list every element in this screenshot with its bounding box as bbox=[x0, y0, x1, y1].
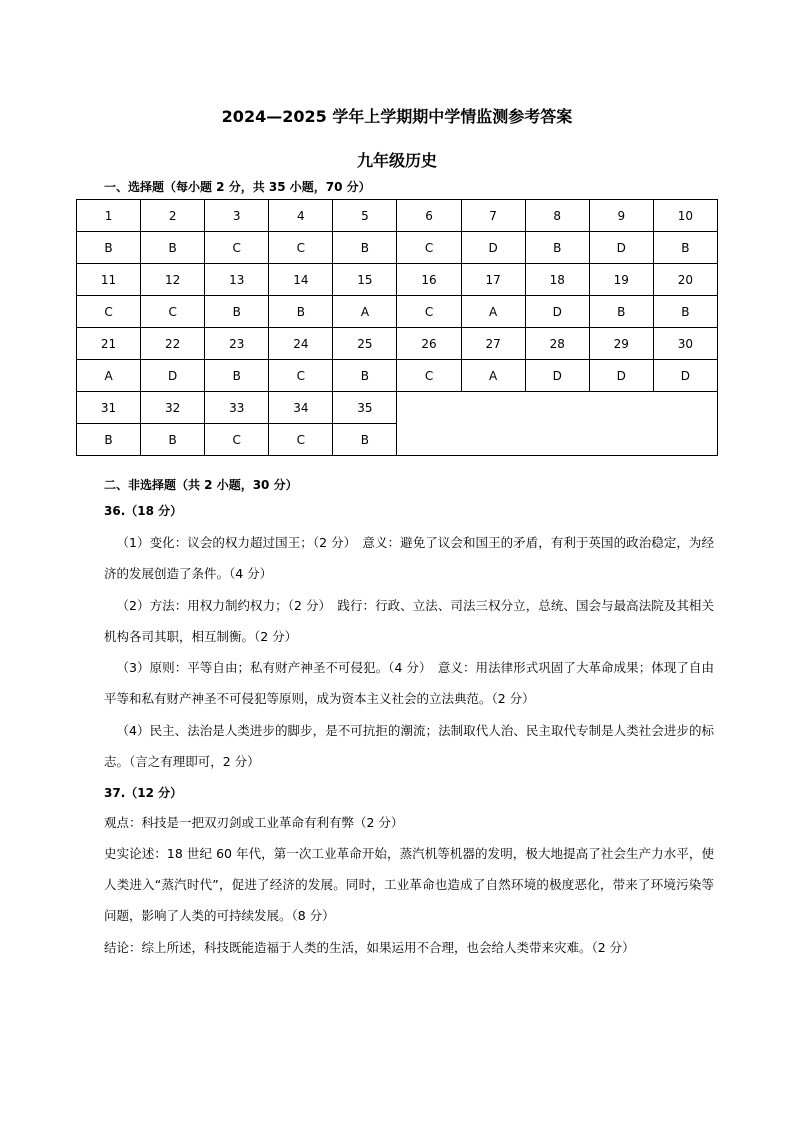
empty-cell bbox=[397, 392, 718, 456]
question-number-cell: 11 bbox=[77, 264, 141, 296]
page-subtitle: 九年级历史 bbox=[356, 151, 437, 170]
question-number-cell: 33 bbox=[205, 392, 269, 424]
table-row-answers bbox=[77, 296, 718, 328]
answer-cell: B bbox=[333, 360, 397, 392]
q37-viewpoint: 观点：科技是一把双刃剑或工业革命有利有弊（2 分） bbox=[104, 815, 404, 830]
question-number-cell: 13 bbox=[205, 264, 269, 296]
question-number-cell: 24 bbox=[269, 328, 333, 360]
answer-cell: D bbox=[589, 360, 653, 392]
answer-cell: D bbox=[525, 360, 589, 392]
table-row-question-numbers bbox=[77, 328, 718, 360]
table-row-question-numbers bbox=[77, 200, 718, 232]
question-number-cell: 3 bbox=[205, 200, 269, 232]
question-number-cell: 32 bbox=[141, 392, 205, 424]
q36-part2: （2）方法：用权力制约权力；（2 分） 践行：行政、立法、司法三权分立，总统、国会与最高法院及其相关机构各司其职，相互制衡。（2 分） bbox=[104, 598, 714, 644]
answer-cell: C bbox=[269, 360, 333, 392]
question-number-cell: 25 bbox=[333, 328, 397, 360]
question-number-cell: 15 bbox=[333, 264, 397, 296]
answer-cell: B bbox=[333, 232, 397, 264]
question-number-cell: 20 bbox=[653, 264, 717, 296]
q36-heading: 36.（18 分） bbox=[104, 504, 183, 518]
answer-cell: C bbox=[269, 232, 333, 264]
q37-argument: 史实论述：18 世纪 60 年代，第一次工业革命开始，蒸汽机等机器的发明，极大地提高了社会生产力水平，使人类进入“蒸汽时代”，促进了经济的发展。同时，工业革命也造成了自然环境的极度恶化，带来了环境污染等问题，影响了人类的可持续发展。（8 分） bbox=[104, 846, 714, 923]
question-number-cell: 10 bbox=[653, 200, 717, 232]
answer-cell: B bbox=[653, 232, 717, 264]
question-number-cell: 16 bbox=[397, 264, 461, 296]
answer-cell: B bbox=[653, 296, 717, 328]
answer-cell: C bbox=[141, 296, 205, 328]
question-number-cell: 6 bbox=[397, 200, 461, 232]
question-number-cell: 17 bbox=[461, 264, 525, 296]
question-number-cell: 30 bbox=[653, 328, 717, 360]
answer-cell: B bbox=[269, 296, 333, 328]
question-number-cell: 18 bbox=[525, 264, 589, 296]
answer-cell: C bbox=[205, 424, 269, 456]
question-number-cell: 4 bbox=[269, 200, 333, 232]
answer-cell: B bbox=[525, 232, 589, 264]
question-number-cell: 21 bbox=[77, 328, 141, 360]
answer-cell: B bbox=[77, 232, 141, 264]
page-title: 2024—2025 学年上学期期中学情监测参考答案 bbox=[221, 107, 573, 126]
question-number-cell: 31 bbox=[77, 392, 141, 424]
question-number-cell: 23 bbox=[205, 328, 269, 360]
answer-cell: C bbox=[77, 296, 141, 328]
answer-cell: C bbox=[397, 360, 461, 392]
table-row-question-numbers bbox=[77, 264, 718, 296]
table-row-question-numbers bbox=[77, 392, 718, 424]
section2-heading: 二、非选择题（共 2 小题，30 分） bbox=[104, 478, 298, 492]
answer-cell: B bbox=[77, 424, 141, 456]
answer-cell: C bbox=[397, 232, 461, 264]
answer-cell: A bbox=[77, 360, 141, 392]
question-number-cell: 29 bbox=[589, 328, 653, 360]
answer-cell: C bbox=[397, 296, 461, 328]
answer-cell: B bbox=[141, 232, 205, 264]
answer-cell: A bbox=[461, 296, 525, 328]
q37-conclusion: 结论：综上所述，科技既能造福于人类的生活，如果运用不合理，也会给人类带来灾难。（2 分） bbox=[104, 940, 635, 955]
question-number-cell: 27 bbox=[461, 328, 525, 360]
answer-cell: D bbox=[589, 232, 653, 264]
q36-part3: （3）原则：平等自由；私有财产神圣不可侵犯。（4 分） 意义：用法律形式巩固了大革命成果；体现了自由平等和私有财产神圣不可侵犯等原则，成为资本主义社会的立法典范。（2 分） bbox=[104, 660, 714, 706]
question-number-cell: 14 bbox=[269, 264, 333, 296]
answer-cell: B bbox=[333, 424, 397, 456]
question-number-cell: 22 bbox=[141, 328, 205, 360]
question-number-cell: 1 bbox=[77, 200, 141, 232]
q37-heading: 37.（12 分） bbox=[104, 786, 183, 800]
question-number-cell: 7 bbox=[461, 200, 525, 232]
answer-table bbox=[76, 199, 718, 456]
question-number-cell: 12 bbox=[141, 264, 205, 296]
table-row-answers bbox=[77, 232, 718, 264]
q36-part1: （1）变化：议会的权力超过国王；（2 分） 意义：避免了议会和国王的矛盾，有利于英国的政治稳定，为经济的发展创造了条件。（4 分） bbox=[104, 535, 714, 581]
q36-part4: （4）民主、法治是人类进步的脚步，是不可抗拒的潮流；法制取代人治、民主取代专制是人类社会进步的标志。（言之有理即可，2 分） bbox=[104, 723, 714, 769]
answer-cell: C bbox=[269, 424, 333, 456]
answer-cell: C bbox=[205, 232, 269, 264]
question-number-cell: 34 bbox=[269, 392, 333, 424]
answer-cell: D bbox=[141, 360, 205, 392]
section1-heading: 一、选择题（每小题 2 分，共 35 小题，70 分） bbox=[104, 180, 371, 194]
question-number-cell: 28 bbox=[525, 328, 589, 360]
answer-cell: A bbox=[333, 296, 397, 328]
answer-cell: A bbox=[461, 360, 525, 392]
question-number-cell: 9 bbox=[589, 200, 653, 232]
question-number-cell: 8 bbox=[525, 200, 589, 232]
answer-cell: D bbox=[653, 360, 717, 392]
table-row-answers bbox=[77, 360, 718, 392]
answer-cell: D bbox=[461, 232, 525, 264]
question-number-cell: 35 bbox=[333, 392, 397, 424]
question-number-cell: 5 bbox=[333, 200, 397, 232]
answer-cell: B bbox=[205, 360, 269, 392]
question-number-cell: 19 bbox=[589, 264, 653, 296]
question-number-cell: 2 bbox=[141, 200, 205, 232]
answer-cell: B bbox=[205, 296, 269, 328]
answer-cell: D bbox=[525, 296, 589, 328]
question-number-cell: 26 bbox=[397, 328, 461, 360]
answer-cell: B bbox=[141, 424, 205, 456]
answer-cell: B bbox=[589, 296, 653, 328]
